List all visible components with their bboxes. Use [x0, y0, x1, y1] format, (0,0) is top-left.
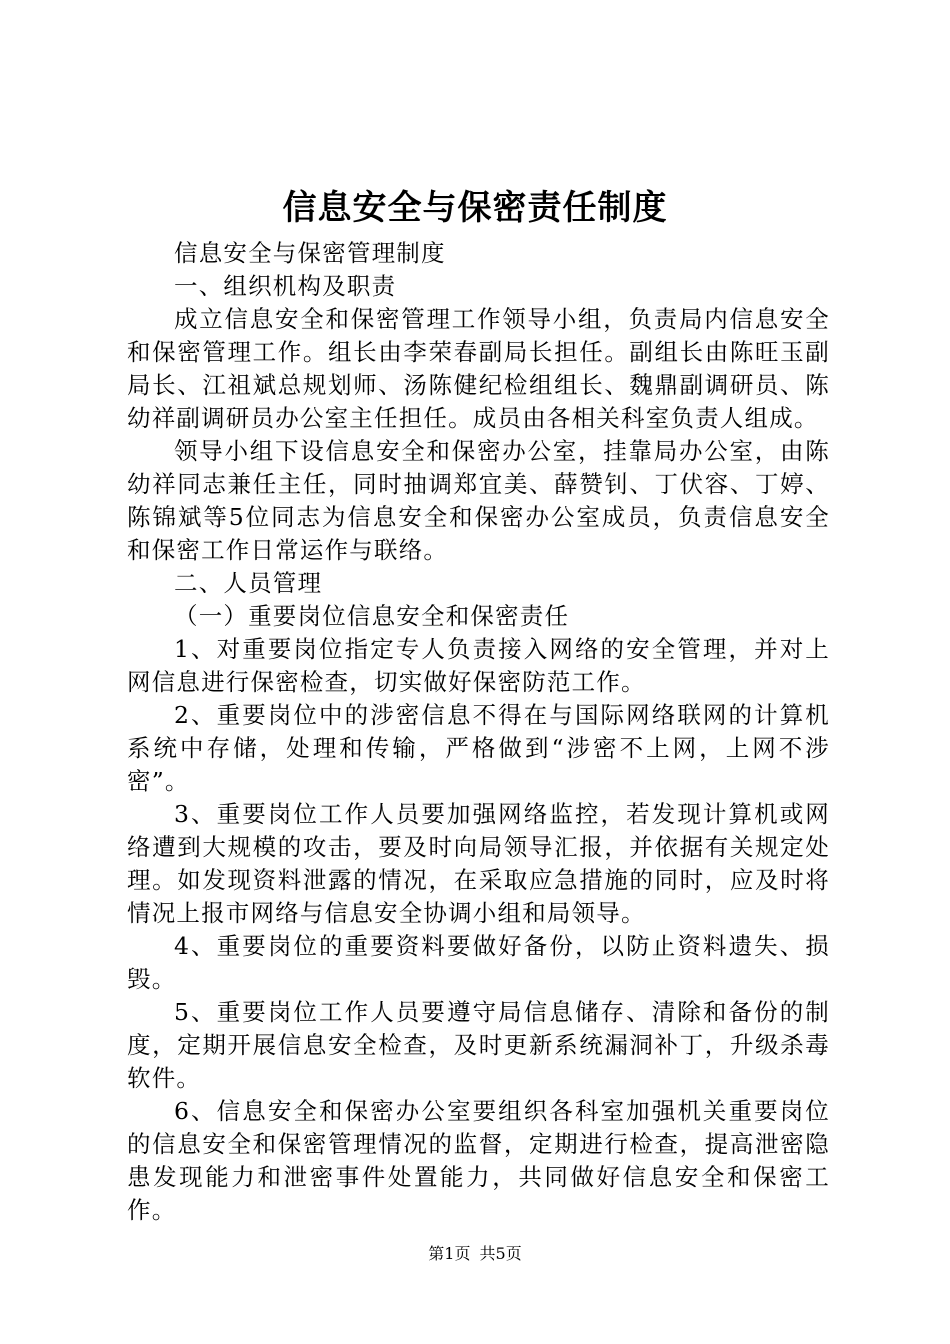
- paragraph-subsection-heading: （一）重要岗位信息安全和保密责任: [174, 602, 570, 630]
- paragraph-office: 领导小组下设信息安全和保密办公室，挂靠局办公室，由陈幼祥同志兼任主任，同时抽调郑宜美、薛赞钊、丁伏容、丁婷、陈锦斌等5位同志为信息安全和保密办公室成员，负责信息安全和保密工作日常运作与联络。: [127, 437, 830, 564]
- document-body: [127, 237, 830, 1227]
- paragraph-item-2: 2、重要岗位中的涉密信息不得在与国际网络联网的计算机系统中存储，处理和传输，严格做到“涉密不上网，上网不涉密”。: [127, 701, 830, 795]
- paragraph-item-4: 4、重要岗位的重要资料要做好备份，以防止资料遗失、损毁。: [127, 932, 830, 993]
- document-title: 信息安全与保密责任制度: [282, 188, 668, 228]
- paragraph-item-5: 5、重要岗位工作人员要遵守局信息储存、清除和备份的制度，定期开展信息安全检查，及时更新系统漏洞补丁，升级杀毒软件。: [127, 998, 830, 1092]
- paragraph-subtitle: 信息安全与保密管理制度: [174, 239, 446, 267]
- paragraph-section-1-heading: 一、组织机构及职责: [174, 272, 397, 300]
- paragraph-organization: 成立信息安全和保密管理工作领导小组，负责局内信息安全和保密管理工作。组长由李荣春副局长担任。副组长由陈旺玉副局长、江祖斌总规划师、汤陈健纪检组组长、魏鼎副调研员、陈幼祥副调研员办公室主任担任。成员由各相关科室负责人组成。: [127, 305, 830, 432]
- paragraph-item-1: 1、对重要岗位指定专人负责接入网络的安全管理，并对上网信息进行保密检查，切实做好保密防范工作。: [127, 635, 830, 696]
- paragraph-item-6: 6、信息安全和保密办公室要组织各科室加强机关重要岗位的信息安全和保密管理情况的监督，定期进行检查，提高泄密隐患发现能力和泄密事件处置能力，共同做好信息安全和保密工作。: [127, 1097, 830, 1224]
- page-footer: [0, 1242, 950, 1266]
- paragraph-section-2-heading: 二、人员管理: [174, 569, 323, 597]
- paragraph-item-3: 3、重要岗位工作人员要加强网络监控，若发现计算机或网络遭到大规模的攻击，要及时向局领导汇报，并依据有关规定处理。如发现资料泄露的情况，在采取应急措施的同时，应及时将情况上报市网络与信息安全协调小组和局领导。: [127, 800, 830, 927]
- page-total: 共5页: [479, 1244, 522, 1263]
- page-number: 第1页: [428, 1244, 471, 1263]
